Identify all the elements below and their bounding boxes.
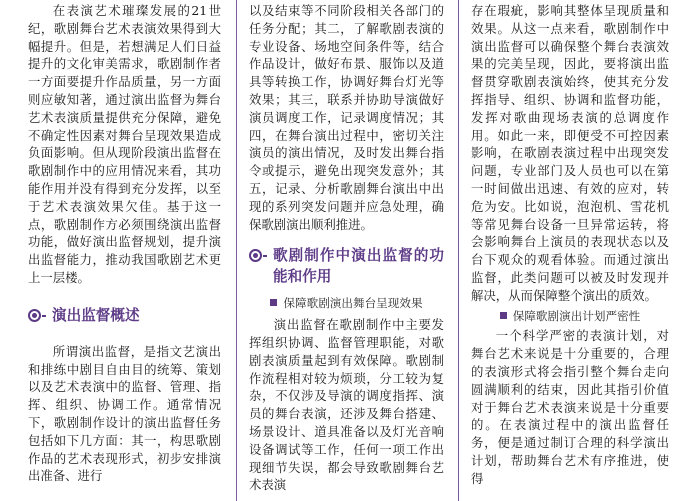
section-heading-text: 歌剧制作中演出监督的功能和作用 (273, 247, 444, 286)
section-heading-overview (28, 305, 221, 326)
subheading (471, 308, 669, 326)
section-heading-text: 演出监督概述 (52, 306, 140, 324)
column-3 (471, 0, 669, 501)
body-paragraph: 以及结束等不同阶段相关各部门的任务分配；其二，了解歌剧表演的专业设备、场地空间条件等，结合作品设计，做好布景、服饰以及道具等转换工作，协调好舞台灯光等效果；其三，联系并协助导演做好演员调度工作，记录调度情况；其四，在舞台演出过程中，密切关注演员的演出情况，及时发出舞台指令或提示，避免出现突发意外；其五，记录、分析歌剧舞台演出中出现的系列突发问题并应急处理，确保歌剧演出顺利推进。 (249, 3, 444, 232)
body-paragraph: 一个科学严密的表演计划，对舞台艺术来说是十分重要的，合理的表演形式将会指引整个舞台走向圆满顺利的结束，因此其指引价值对于舞台艺术表演来说是十分重要的。在表演过程中的演出监督任务，便是通过制订合理的科学演出计划，帮助舞台艺术有序推进，使得 (471, 328, 669, 486)
section-bullet-icon (28, 309, 41, 322)
body-paragraph: 所谓演出监督，是指文艺演出和排练中剧目自由目的统筹、策划以及艺术表演中的监督、管理、指挥、组织、协调工作。通常情况下，歌剧制作设计的演出监督任务包括如下几方面：其一，构思歌剧作品的艺术表现形式，初步安排演出准备、进行 (28, 343, 221, 484)
intro-paragraph: 在表演艺术璀璨发展的21世纪，歌剧舞台艺术表演效果得到大幅提升。但是，若想满足人们日益提升的文化审美需求，歌剧制作者一方面要提升作品质量，另一方面则应敏知著，通过演出监督为舞台艺术表演质量提供充分保障，避免不确定性因素对舞台呈现效果造成负面影响。但从现阶段演出监督在歌剧制作中的应用情况来看，其功能作用并没有得到充分发挥，以至于艺术表演效果欠佳。基于这一点，歌剧制作方必须围绕演出监督功能，做好演出监督规划，提升演出监督能力，推动我国歌剧艺术更上一层楼。 (28, 3, 221, 285)
square-bullet-icon (270, 299, 277, 306)
column-divider (236, 0, 237, 501)
column-2 (249, 0, 444, 501)
subheading-text: 保障歌剧演出计划严密性 (512, 308, 641, 323)
body-paragraph: 存在瑕疵，影响其整体呈现质量和效果。从这一点来看，歌剧制作中演出监督可以确保整个舞台表演效果的完美呈现，因此，要将演出监督贯穿歌剧表演始终，使其充分发挥指导、组织、协调和监督功能，发挥对歌曲现场表演的总调度作用。如此一来，即便受不可控因素影响，在歌剧表演过程中出现突发问题，专业部门及人员也可以在第一时间做出迅速、有效的应对，转危为安。比如说，泡泡机、雪花机等常见舞台设备一旦异常运转，将会影响舞台上演员的表现状态以及台下观众的观看体验。而通过演出监督，此类问题可以被及时发现并解决，从而保障整个演出的质效。 (471, 3, 669, 303)
section-heading-functions (249, 245, 444, 287)
subheading-text: 保障歌剧演出舞台呈现效果 (283, 296, 423, 311)
body-paragraph: 演出监督在歌剧制作中主要发挥组织协调、监督管理职能，对歌剧表演质量起到有效保障。歌剧制作流程相对较为烦琐，分工较为复杂，不仅涉及导演的调度指挥、演员的舞台表演，还涉及舞台搭建、场景设计、道具准备以及灯光音响设备调试等工作，任何一项工作出现细节失误，都会导致歌剧舞台艺术表演 (249, 317, 444, 493)
square-bullet-icon (500, 312, 507, 319)
section-bullet-icon (249, 249, 262, 262)
subheading (249, 295, 444, 313)
column-divider (458, 0, 459, 501)
column-1 (28, 0, 221, 501)
